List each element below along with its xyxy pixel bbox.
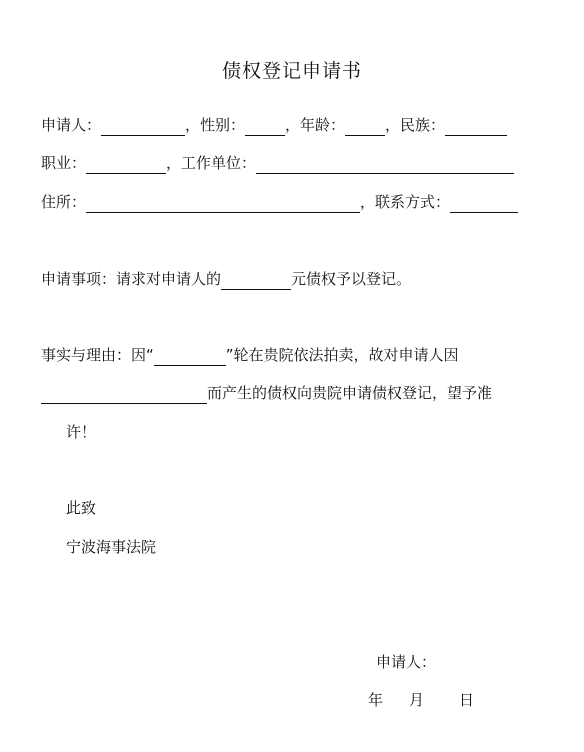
salutation: 此致 bbox=[66, 499, 97, 517]
gender-blank[interactable] bbox=[245, 117, 285, 136]
document-title: 债权登记申请书 bbox=[221, 60, 362, 82]
contact-blank[interactable] bbox=[450, 194, 518, 213]
signature-applicant-label: 申请人： bbox=[376, 653, 437, 671]
request-line bbox=[41, 268, 411, 290]
applicant-name-blank[interactable] bbox=[101, 117, 185, 136]
occupation-blank[interactable] bbox=[86, 155, 166, 174]
ship-name-blank[interactable] bbox=[154, 347, 226, 366]
facts-line3: 许！ bbox=[66, 423, 97, 441]
court-name: 宁波海事法院 bbox=[66, 538, 157, 556]
date-year: 年 bbox=[368, 691, 384, 709]
request-suffix: 元债权予以登记。 bbox=[291, 270, 412, 288]
ethnicity-blank[interactable] bbox=[445, 117, 507, 136]
residence-label: 住所： bbox=[41, 193, 87, 211]
gender-label: ，性别： bbox=[185, 116, 246, 134]
age-blank[interactable] bbox=[345, 117, 385, 136]
facts-prefix: 事实与理由：因“ bbox=[41, 346, 154, 364]
facts-line-3 bbox=[66, 421, 96, 443]
employer-blank[interactable] bbox=[256, 155, 514, 174]
amount-blank[interactable] bbox=[221, 271, 291, 290]
request-prefix: 申请事项：请求对申请人的 bbox=[41, 270, 222, 288]
applicant-label: 申请人： bbox=[41, 116, 102, 134]
facts-middle: ”轮在贵院依法拍卖，故对申请人因 bbox=[225, 346, 459, 364]
ethnicity-label: ，民族： bbox=[385, 116, 446, 134]
facts-line-1 bbox=[41, 344, 459, 366]
facts-line2-suffix: 而产生的债权向贵院申请债权登记，望予准 bbox=[207, 384, 493, 402]
contact-label: ，联系方式： bbox=[360, 193, 451, 211]
occupation-label: 职业： bbox=[41, 154, 87, 172]
facts-line-2 bbox=[41, 382, 492, 404]
residence-line bbox=[41, 191, 518, 213]
age-label: ，年龄： bbox=[285, 116, 346, 134]
reason-blank[interactable] bbox=[41, 385, 207, 404]
employer-label: ，工作单位： bbox=[166, 154, 257, 172]
date-day: 日 bbox=[459, 691, 475, 709]
residence-blank[interactable] bbox=[86, 194, 360, 213]
date-month: 月 bbox=[409, 691, 425, 709]
applicant-line bbox=[41, 114, 507, 136]
occupation-line bbox=[41, 152, 514, 174]
